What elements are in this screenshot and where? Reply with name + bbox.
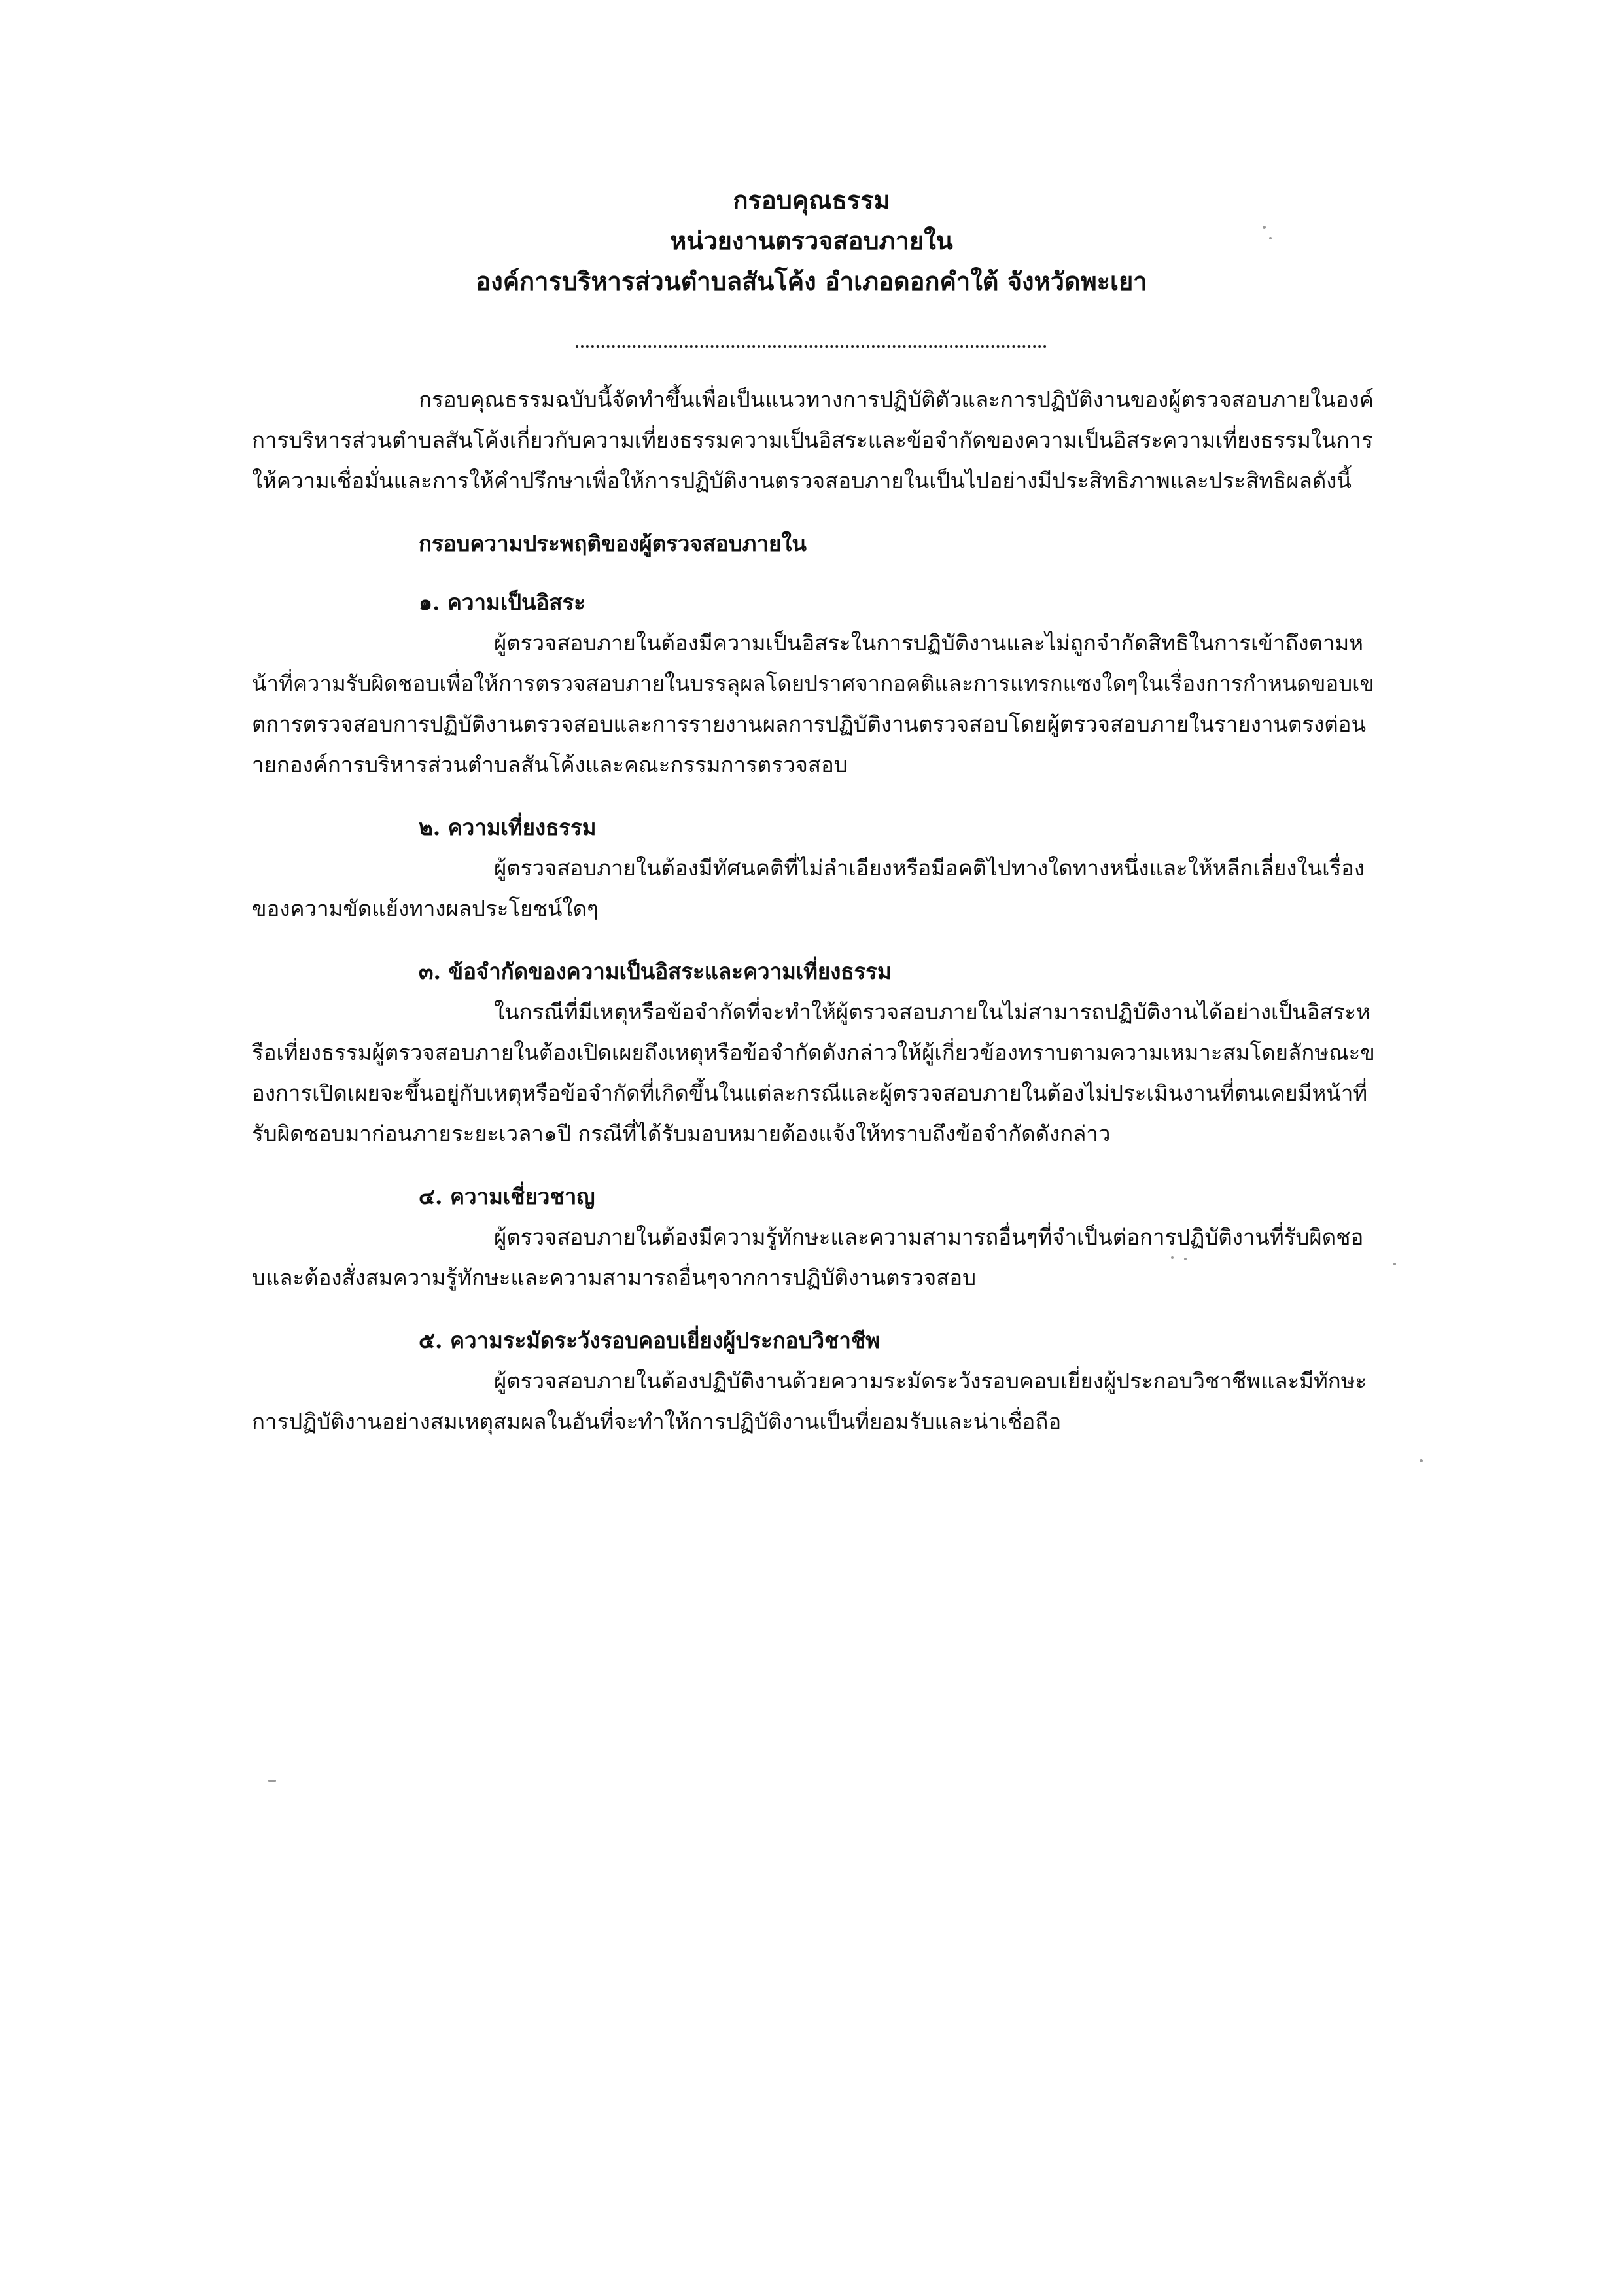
section-due-care: [252, 1320, 1377, 1442]
section-text: ผู้ตรวจสอบภายในต้องปฏิบัติงานด้วยความระมัดระวังรอบคอบเยี่ยงผู้ประกอบวิชาชีพและมีทักษะการปฏิบัติงานอย่างสมเหตุสมผลในอันที่จะทำให้การปฏิบัติงานเป็นที่ยอมรับและน่าเชื่อถือ: [252, 1368, 1367, 1434]
section-text: ผู้ตรวจสอบภายในต้องมีทัศนคติที่ไม่ลำเอียงหรือมีอคติไปทางใดทางหนึ่งและให้หลีกเลี่ยงในเรื่องของความขัดแย้งทางผลประโยชน์ใดๆ: [252, 855, 1365, 921]
intro-paragraph: กรอบคุณธรรมฉบับนี้จัดทำขึ้นเพื่อเป็นแนวทางการปฏิบัติตัวและการปฏิบัติงานของผู้ตรวจสอบภายในองค์การบริหารส่วนตำบลสันโค้งเกี่ยวกับความเที่ยงธรรมความเป็นอิสระและข้อจำกัดของความเป็นอิสระความเที่ยงธรรมในการให้ความเชื่อมั่นและการให้คำปรึกษาเพื่อให้การปฏิบัติงานตรวจสอบภายในเป็นไปอย่างมีประสิทธิภาพและประสิทธิผลดังนี้: [252, 387, 1374, 493]
section-heading: ๔. ความเชี่ยวชาญ: [419, 1184, 595, 1209]
section-text: ผู้ตรวจสอบภายในต้องมีความเป็นอิสระในการปฏิบัติงานและไม่ถูกจำกัดสิทธิในการเข้าถึงตามหน้าที่ความรับผิดชอบเพื่อให้การตรวจสอบภายในบรรลุผลโดยปราศจากอคติและการแทรกแซงใดๆในเรื่องการกำหนดขอบเขตการตรวจสอบการปฏิบัติงานตรวจสอบและการรายงานผลการปฏิบัติงานตรวจสอบโดยผู้ตรวจสอบภายในรายงานตรงต่อนายกองค์การบริหารส่วนตำบลสันโค้งและคณะกรรมการตรวจสอบ: [252, 630, 1374, 777]
scan-speck: [1171, 1256, 1174, 1259]
section-heading: ๑. ความเป็นอิสระ: [419, 590, 586, 615]
title-line-3: องค์การบริหารส่วนตำบลสันโค้ง อำเภอดอกคำใต้ จังหวัดพะเยา: [476, 266, 1147, 296]
scan-speck: [1393, 1263, 1396, 1265]
section-heading: ๒. ความเที่ยงธรรม: [419, 815, 597, 840]
section-heading: ๕. ความระมัดระวังรอบคอบเยี่ยงผู้ประกอบวิชาชีพ: [419, 1328, 881, 1353]
document-body: [252, 380, 1377, 1464]
title-line-2: หน่วยงานตรวจสอบภายใน: [670, 226, 953, 255]
title-line-1: กรอบคุณธรรม: [733, 185, 890, 215]
section-heading: ๓. ข้อจำกัดของความเป็นอิสระและความเที่ยงธรรม: [419, 959, 892, 984]
section-limitations: [252, 951, 1377, 1154]
scan-speck: [1263, 226, 1266, 229]
section-objectivity: [252, 807, 1377, 929]
scan-speck: [1420, 1459, 1423, 1462]
section-text: ในกรณีที่มีเหตุหรือข้อจำกัดที่จะทำให้ผู้ตรวจสอบภายในไม่สามารถปฏิบัติงานได้อย่างเป็นอิสระหรือเที่ยงธรรมผู้ตรวจสอบภายในต้องเปิดเผยถึงเหตุหรือข้อจำกัดดังกล่าวให้ผู้เกี่ยวข้องทราบตามความเหมาะสมโดยลักษณะของการเปิดเผยจะขึ้นอยู่กับเหตุหรือข้อจำกัดที่เกิดขึ้นในแต่ละกรณีและผู้ตรวจสอบภายในต้องไม่ประเมินงานที่ตนเคยมีหน้าที่รับผิดชอบมาก่อนภายระยะเวลา๑ปี กรณีที่ได้รับมอบหมายต้องแจ้งให้ทราบถึงข้อจำกัดดังกล่าว: [252, 999, 1375, 1146]
scan-speck: [1184, 1258, 1187, 1260]
scan-speck: [1269, 237, 1272, 239]
section-proficiency: [252, 1176, 1377, 1298]
document-title: [0, 180, 1623, 302]
section-text: ผู้ตรวจสอบภายในต้องมีความรู้ทักษะและความสามารถอื่นๆที่จำเป็นต่อการปฏิบัติงานที่รับผิดชอบและต้องสั่งสมความรู้ทักษะและความสามารถอื่นๆจากการปฏิบัติงานตรวจสอบ: [252, 1224, 1364, 1290]
dotted-divider: [576, 345, 1047, 348]
scan-speck: [268, 1780, 276, 1782]
framework-heading: กรอบความประพฤติของผู้ตรวจสอบภายใน: [419, 531, 807, 556]
section-independence: [252, 582, 1377, 785]
